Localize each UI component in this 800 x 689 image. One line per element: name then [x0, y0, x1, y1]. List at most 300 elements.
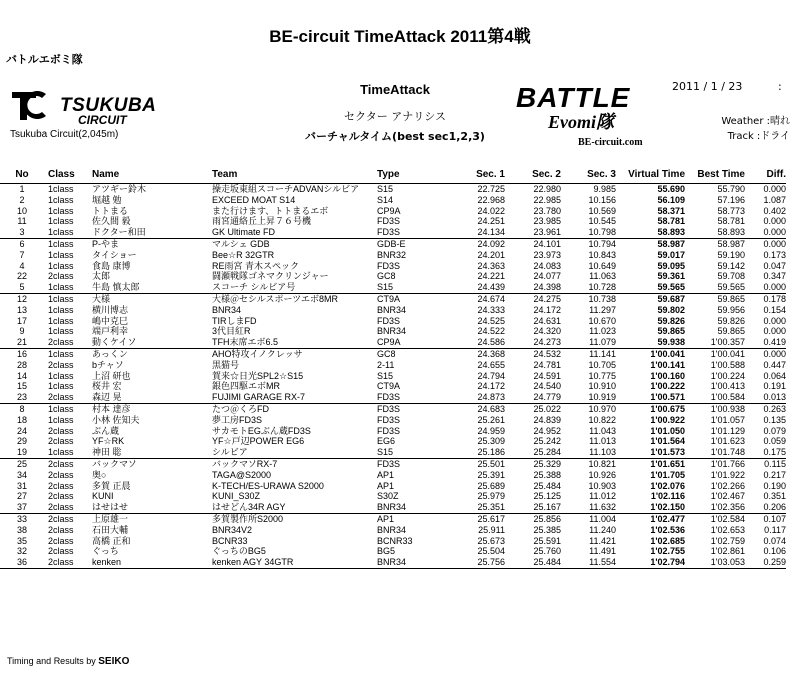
row-team: BCNR33	[212, 535, 248, 546]
row-type: BNR34	[377, 326, 407, 337]
row-diff: 0.000	[745, 282, 786, 293]
row-sec1: 25.504	[477, 546, 505, 557]
row-virtual-time: 1'01.564	[650, 436, 685, 447]
row-type: BCNR33	[377, 535, 413, 546]
row-sec2: 23.961	[505, 227, 561, 238]
row-diff: 0.000	[763, 184, 786, 194]
row-class: 2class	[44, 337, 92, 348]
row-class: 2class	[48, 491, 74, 502]
row-team: TFH末席エボ6.5	[212, 337, 377, 348]
row-virtual-time: 1'01.705	[650, 469, 685, 480]
row-sec1: 25.186	[457, 447, 505, 458]
row-sec3: 11.103	[561, 447, 616, 458]
row-name: 横川博志	[92, 304, 129, 315]
row-best-time: 1'01.057	[710, 414, 745, 425]
row-team: 大様＠セシルスポーツエボ8MR	[212, 293, 338, 304]
row-best-time: 1'02.653	[710, 524, 745, 535]
table-row	[0, 293, 786, 304]
table-row	[0, 261, 786, 272]
col-header-type: Type	[377, 165, 457, 184]
row-virtual-time: 1'02.076	[650, 480, 685, 491]
row-diff: 0.175	[745, 447, 786, 458]
row-sec3: 11.491	[589, 546, 616, 557]
row-best-time: 1'01.766	[710, 458, 745, 469]
row-sec2: 25.856	[533, 513, 561, 524]
table-row	[0, 481, 786, 492]
row-virtual-time: 1'02.477	[650, 513, 685, 524]
row-sec1: 24.172	[477, 381, 505, 392]
row-best-time: 1'01.922	[710, 469, 745, 480]
row-class: 1class	[48, 403, 74, 414]
tsukuba-logo-circuit: CIRCUIT	[78, 113, 127, 127]
row-sec2: 24.779	[505, 392, 561, 403]
row-type: BNR34	[377, 524, 407, 535]
row-name: 動くケイソ	[92, 337, 212, 348]
row-virtual-time: 1'02.794	[616, 557, 685, 568]
row-diff: 0.107	[763, 513, 786, 524]
row-sec1: 22.968	[477, 194, 505, 205]
row-best-time: 1'01.623	[710, 436, 745, 447]
row-name: bチャソ	[92, 359, 124, 370]
row-best-time: 58.893	[685, 227, 745, 238]
row-sec3: 11.554	[561, 557, 616, 568]
row-best-time: 1'00.413	[710, 381, 745, 392]
row-name: タイショー	[92, 249, 137, 260]
row-class: 1class	[48, 205, 74, 216]
row-best-time: 59.865	[717, 326, 745, 337]
date-colon: :	[778, 80, 782, 93]
row-sec2: 23.973	[533, 249, 561, 260]
row-no: 19	[0, 447, 44, 458]
row-sec3: 11.012	[589, 491, 616, 502]
row-team: BNR34V2	[212, 524, 253, 535]
row-diff: 0.000	[745, 227, 786, 238]
row-sec3: 11.297	[589, 304, 616, 315]
table-row	[0, 546, 786, 557]
row-sec1: 24.522	[477, 326, 505, 337]
row-team: KUNI_S30Z	[212, 491, 261, 502]
row-sec2: 24.839	[533, 414, 561, 425]
row-name: 森辺 晃	[92, 392, 212, 403]
row-best-time: 1'01.748	[685, 447, 745, 458]
row-no: 22	[16, 271, 27, 282]
row-sec2: 25.484	[505, 557, 561, 568]
row-sec3: 10.545	[588, 216, 616, 227]
row-diff: 0.000	[763, 348, 786, 359]
table-row	[0, 316, 786, 327]
row-sec2: 24.532	[533, 348, 561, 359]
row-type: FD3S	[377, 458, 401, 469]
row-type: S15	[377, 282, 457, 293]
row-diff: 0.402	[763, 205, 786, 216]
row-type: FD3S	[377, 216, 401, 227]
row-best-time: 1'00.224	[710, 370, 745, 381]
circuit-length: Tsukuba Circuit(2,045m)	[10, 129, 119, 140]
row-diff: 0.117	[764, 524, 786, 535]
row-team: サカモトEGぶん蔵FD3S	[212, 425, 311, 436]
row-team: K-TECH/ES-URAWA S2000	[212, 480, 324, 491]
table-row	[0, 216, 786, 227]
row-name: 佐久間 毅	[92, 216, 131, 227]
row-sec1: 25.391	[477, 469, 505, 480]
row-sec2: 25.385	[533, 524, 561, 535]
col-header-sec1: Sec. 1	[457, 165, 505, 184]
table-row	[0, 525, 786, 536]
row-sec3: 11.079	[561, 337, 616, 348]
col-header-virtual-time: Virtual Time	[616, 165, 685, 184]
row-best-time: 58.781	[717, 216, 745, 227]
row-type: AP1	[377, 469, 395, 480]
row-sec3: 9.985	[593, 184, 616, 194]
row-diff: 0.217	[763, 469, 786, 480]
row-sec1: 24.674	[477, 293, 505, 304]
row-diff: 0.106	[763, 546, 786, 557]
row-type: FD3S	[377, 392, 457, 403]
row-type: BNR34	[377, 557, 457, 568]
row-best-time: 1'00.938	[710, 403, 745, 414]
row-diff: 0.173	[763, 249, 786, 260]
col-header-name: Name	[92, 165, 212, 184]
row-sec2: 25.484	[533, 480, 561, 491]
row-sec1: 25.756	[457, 557, 505, 568]
row-virtual-time: 1'02.536	[650, 524, 685, 535]
row-diff: 0.013	[745, 392, 786, 403]
row-diff: 0.263	[763, 403, 786, 414]
row-team: また行けます、トトまるエボ	[212, 205, 329, 216]
row-team: たつ＠くろFD	[212, 403, 269, 414]
row-team: AHO特攻イノクレッサ	[212, 348, 303, 359]
row-sec2: 24.591	[533, 370, 561, 381]
row-class: 1class	[48, 326, 74, 337]
row-type: S14	[377, 194, 394, 205]
row-team: 3代目紅R	[212, 326, 251, 337]
row-sec3: 10.843	[588, 249, 616, 260]
row-virtual-time: 1'00.222	[650, 381, 685, 392]
row-diff: 0.259	[745, 557, 786, 568]
row-no: 1	[19, 184, 25, 194]
row-virtual-time: 1'02.755	[650, 546, 685, 557]
row-best-time: 1'02.861	[710, 546, 745, 557]
row-sec3: 11.023	[589, 326, 616, 337]
row-virtual-time: 58.893	[616, 227, 685, 238]
row-name: 上沼 研也	[92, 370, 131, 381]
row-name: 上原雄一	[92, 513, 129, 524]
row-diff: 0.351	[763, 491, 786, 502]
battle-logo-sub: Evomi隊	[548, 112, 614, 132]
row-diff: 0.115	[764, 458, 786, 469]
row-team: バックマソRX-7	[212, 458, 278, 469]
row-diff: 0.135	[763, 414, 786, 425]
row-class: 2class	[48, 425, 74, 436]
row-sec1: 24.525	[477, 315, 505, 326]
row-sec2: 24.273	[505, 337, 561, 348]
row-class: 2class	[48, 546, 74, 557]
row-sec1: 25.351	[457, 502, 505, 513]
row-virtual-time: 59.938	[616, 337, 685, 348]
row-diff: 0.000	[763, 326, 786, 337]
row-name: P-やま	[92, 238, 120, 249]
row-sec2: 24.952	[533, 425, 561, 436]
table-row	[0, 360, 786, 371]
col-header-sec2: Sec. 2	[505, 165, 561, 184]
event-heading: TimeAttack	[360, 82, 430, 97]
row-sec1: 25.911	[478, 524, 505, 535]
row-type: FD3S	[377, 227, 457, 238]
row-sec2: 24.101	[533, 238, 561, 249]
row-virtual-time: 1'00.571	[616, 392, 685, 403]
row-virtual-time: 59.565	[616, 282, 685, 293]
row-sec1: 24.201	[477, 249, 505, 260]
row-sec1: 25.309	[477, 436, 505, 447]
row-team: TAGA@S2000	[212, 469, 271, 480]
row-type: S15	[377, 184, 394, 194]
battle-logo-url: BE-circuit.com	[578, 137, 643, 148]
row-no: 21	[0, 337, 44, 348]
tsukuba-logo-mark	[10, 88, 52, 122]
row-diff: 0.178	[763, 293, 786, 304]
row-name: ドクター和田	[92, 227, 212, 238]
row-diff: 0.419	[745, 337, 786, 348]
row-no: 24	[16, 425, 27, 436]
row-type: CP9A	[377, 205, 401, 216]
row-sec2: 22.985	[533, 194, 561, 205]
row-sec3: 11.421	[589, 535, 616, 546]
table-row	[0, 238, 786, 249]
row-team: TIRしまFD	[212, 315, 257, 326]
row-name: 村本 達彦	[92, 403, 131, 414]
seiko-logo: SEIKO	[98, 656, 130, 667]
row-diff: 0.059	[763, 436, 786, 447]
row-class: 1class	[44, 282, 92, 293]
row-type: S15	[377, 370, 394, 381]
row-virtual-time: 59.802	[657, 304, 685, 315]
table-row	[0, 557, 786, 568]
row-team: 操走坂東組スコーチADVANシルビア	[212, 184, 360, 194]
event-date: 2011 / 1 / 23	[672, 80, 743, 93]
row-class: 2class	[48, 524, 74, 535]
row-class: 2class	[44, 392, 92, 403]
row-virtual-time: 58.781	[657, 216, 685, 227]
col-header-team: Team	[212, 165, 377, 184]
row-sec3: 10.903	[588, 480, 616, 491]
row-virtual-time: 1'02.116	[650, 491, 685, 502]
row-no: 38	[16, 524, 27, 535]
row-diff: 0.447	[763, 359, 786, 370]
row-class: 1class	[44, 227, 92, 238]
row-virtual-time: 55.690	[657, 184, 685, 194]
sector-heading: セクター アナリシス	[344, 110, 446, 123]
row-sec1: 24.221	[477, 271, 505, 282]
row-no: 16	[16, 348, 27, 359]
row-class: 1class	[48, 216, 74, 227]
row-sec3: 11.013	[589, 436, 616, 447]
row-team: はせどん34R AGY	[212, 502, 377, 513]
row-team: マルシェ GDB	[212, 238, 270, 249]
row-type: GC8	[377, 348, 396, 359]
row-team: 雨宮通絡丘上昇７６号機	[212, 216, 312, 227]
row-type: 2-11	[377, 359, 395, 370]
table-row	[0, 282, 786, 293]
table-row	[0, 536, 786, 547]
row-sec2: 24.275	[533, 293, 561, 304]
row-name: 桜井 宏	[92, 381, 122, 392]
row-team: ぐっちのBG5	[212, 546, 266, 557]
row-sec1: 24.363	[477, 260, 505, 271]
row-diff: 1.087	[763, 194, 786, 205]
row-sec3: 11.063	[589, 271, 616, 282]
row-virtual-time: 1'01.050	[650, 425, 685, 436]
row-name: 多賀 正晨	[92, 480, 131, 491]
row-name: 牛島 慎太郎	[92, 282, 212, 293]
row-sec2: 25.388	[533, 469, 561, 480]
row-class: 1class	[48, 194, 74, 205]
row-name: 高橋 正和	[92, 535, 131, 546]
row-sec1: 24.022	[477, 205, 505, 216]
row-sec3: 10.926	[588, 469, 616, 480]
row-sec3: 10.705	[588, 359, 616, 370]
row-no: 13	[16, 304, 27, 315]
row-name: はせはせ	[92, 502, 212, 513]
table-header-row	[0, 165, 786, 184]
weather-info: Weather :晴れ	[721, 116, 790, 127]
row-team: 黒猫号	[212, 359, 240, 370]
row-sec3: 10.156	[588, 194, 616, 205]
row-sec3: 10.821	[588, 458, 616, 469]
row-no: 6	[19, 238, 25, 249]
row-no: 14	[16, 370, 27, 381]
row-type: CT9A	[377, 293, 401, 304]
row-team: RE雨宮 青木スペック	[212, 260, 300, 271]
table-row	[0, 502, 786, 513]
row-sec3: 10.738	[588, 293, 616, 304]
col-header-diff: Diff.	[745, 165, 786, 184]
row-type: EG6	[377, 436, 396, 447]
row-type: FD3S	[377, 425, 401, 436]
row-sec2: 25.591	[533, 535, 561, 546]
row-best-time: 58.987	[717, 238, 745, 249]
row-best-time: 1'00.584	[685, 392, 745, 403]
row-sec3: 10.794	[588, 238, 616, 249]
battle-logo-main: BATTLE	[516, 82, 631, 113]
row-virtual-time: 58.987	[657, 238, 685, 249]
row-no: 11	[17, 216, 27, 227]
table-row	[0, 426, 786, 437]
row-team: 賀来☆日光SPL2☆S15	[212, 370, 304, 381]
row-sec2: 24.320	[533, 326, 561, 337]
row-best-time: 1'02.584	[710, 513, 745, 524]
row-team: kenken AGY 34GTR	[212, 557, 377, 568]
row-type: CP9A	[377, 337, 457, 348]
row-class: 1class	[48, 238, 74, 249]
row-name: kenken	[92, 557, 212, 568]
row-no: 8	[19, 403, 25, 414]
row-sec2: 24.631	[533, 315, 561, 326]
table-row	[0, 392, 786, 403]
row-sec1: 24.134	[457, 227, 505, 238]
row-diff: 0.347	[763, 271, 786, 282]
row-class: 2class	[48, 271, 74, 282]
row-best-time: 1'00.588	[710, 359, 745, 370]
row-class: 1class	[48, 414, 74, 425]
row-virtual-time: 59.095	[657, 260, 685, 271]
row-sec3: 11.043	[589, 425, 616, 436]
row-no: 17	[16, 315, 27, 326]
row-name: 端戸利幸	[92, 326, 129, 337]
row-sec3: 10.919	[561, 392, 616, 403]
row-class: 1class	[48, 315, 74, 326]
row-type: BNR34	[377, 304, 407, 315]
row-virtual-time: 1'00.160	[650, 370, 685, 381]
row-sec2: 25.242	[533, 436, 561, 447]
row-team: BNR34	[212, 304, 242, 315]
row-type: BNR32	[377, 249, 407, 260]
row-virtual-time: 56.109	[657, 194, 685, 205]
row-sec3: 11.632	[561, 502, 616, 513]
row-best-time: 1'03.053	[685, 557, 745, 568]
row-sec1: 24.586	[457, 337, 505, 348]
row-name: ぶん蔵	[92, 425, 120, 436]
row-class: 2class	[48, 436, 74, 447]
row-class: 2class	[48, 513, 74, 524]
tsukuba-logo-text: TSUKUBA	[60, 95, 157, 116]
row-type: FD3S	[377, 315, 401, 326]
row-virtual-time: 1'02.685	[650, 535, 685, 546]
row-team: スコーチ シルビア号	[212, 282, 377, 293]
row-diff: 0.079	[763, 425, 786, 436]
row-sec2: 22.980	[533, 184, 561, 194]
row-type: FD3S	[377, 403, 401, 414]
table-row	[0, 271, 786, 282]
row-best-time: 55.790	[717, 184, 745, 194]
row-type: S15	[377, 447, 457, 458]
row-name: バックマソ	[92, 458, 137, 469]
row-type: AP1	[377, 513, 395, 524]
row-sec1: 24.959	[477, 425, 505, 436]
table-row	[0, 371, 786, 382]
row-best-time: 59.565	[685, 282, 745, 293]
row-name: 太郎	[92, 271, 111, 282]
row-sec1: 25.689	[477, 480, 505, 491]
row-class: 1class	[48, 249, 74, 260]
table-row	[0, 491, 786, 502]
row-name: KUNI	[92, 491, 114, 502]
table-row	[0, 195, 786, 206]
footer-prefix: Timing and Results by	[7, 656, 96, 666]
row-virtual-time: 59.826	[657, 315, 685, 326]
row-team: 闘瀬戦隊ゴネマクリンジャー	[212, 271, 329, 282]
row-team: シルビア	[212, 447, 377, 458]
row-team: FUJIMI GARAGE RX-7	[212, 392, 377, 403]
row-name: 嶋中克巳	[92, 315, 129, 326]
row-class: 1class	[48, 370, 74, 381]
row-sec1: 25.673	[477, 535, 505, 546]
row-best-time: 1'02.759	[710, 535, 745, 546]
row-no: 29	[16, 436, 27, 447]
table-row	[0, 250, 786, 261]
row-best-time: 1'01.129	[710, 425, 745, 436]
table-row	[0, 403, 786, 414]
row-sec2: 25.760	[533, 546, 561, 557]
row-sec2: 25.284	[505, 447, 561, 458]
row-type: BNR34	[377, 502, 457, 513]
results-table	[0, 165, 786, 569]
row-type: S30Z	[377, 491, 399, 502]
row-name: 堀越 勉	[92, 194, 122, 205]
row-diff: 0.000	[763, 216, 786, 227]
row-sec2: 24.172	[533, 304, 561, 315]
row-type: GDB-E	[377, 238, 406, 249]
row-sec1: 24.683	[477, 403, 505, 414]
